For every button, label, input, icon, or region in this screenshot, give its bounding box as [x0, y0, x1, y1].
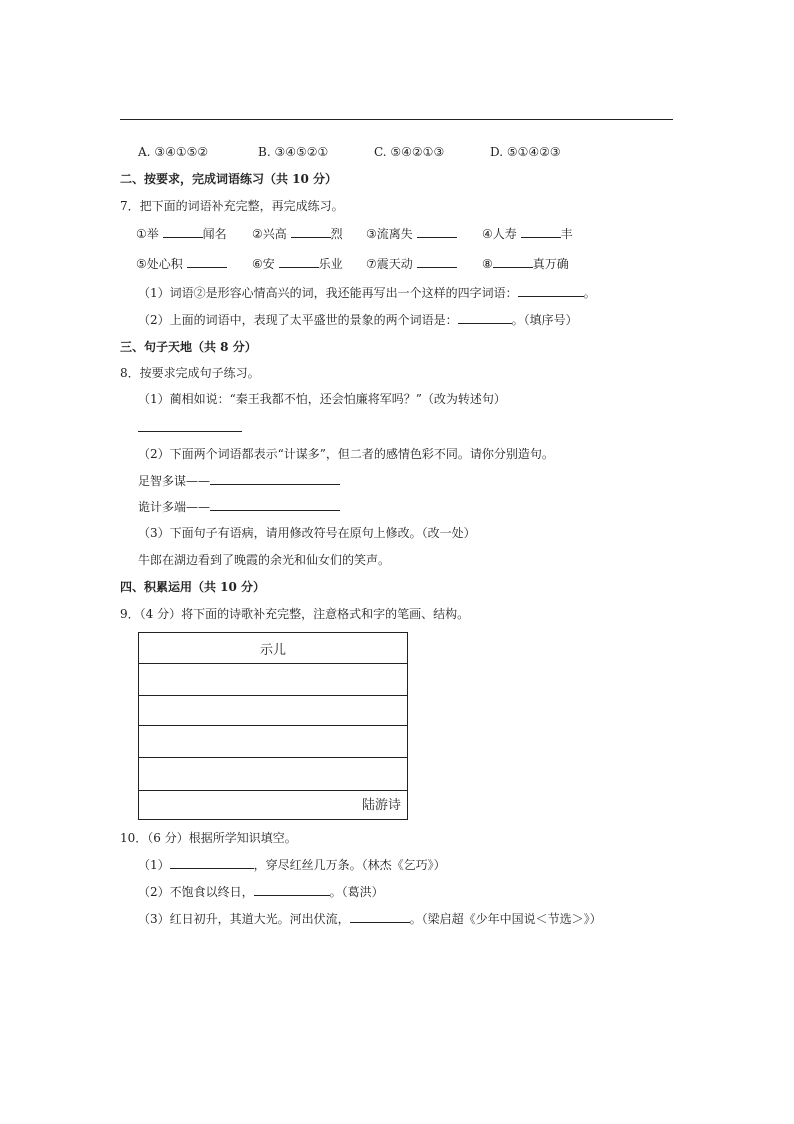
poem-line-4[interactable] [139, 757, 407, 758]
word-item: ①举 闻名 [136, 227, 227, 241]
answer-blank[interactable] [518, 285, 584, 297]
answer-blank[interactable] [210, 473, 340, 485]
answer-blank[interactable] [163, 226, 203, 238]
poem-grid [138, 632, 408, 820]
section-4-title: 四、积累运用（共 10 分） [120, 580, 266, 594]
poem-author: 陆游诗 [361, 798, 401, 813]
q10-stem: 10．（6 分）根据所学知识填空。 [120, 831, 297, 845]
word-item: ⑥安 乐业 [252, 257, 343, 271]
poem-line-3[interactable] [139, 725, 407, 726]
answer-blank[interactable] [417, 256, 457, 268]
q8-sub-3: （3）下面句子有语病，请用修改符号在原句上修改。（改一处） [138, 526, 476, 540]
answer-blank[interactable] [417, 226, 457, 238]
section-2-title: 二、按要求，完成词语练习（共 10 分） [120, 172, 338, 186]
answer-blank[interactable] [350, 911, 410, 923]
answer-blank[interactable] [254, 884, 330, 896]
section-3-title: 三、句子天地（共 8 分） [120, 340, 257, 354]
q7-sub-2: （2）上面的词语中，表现了太平盛世的景象的两个词语是： 。（填序号） [138, 313, 578, 327]
q8-word-2: 诡计多端—— [138, 499, 340, 515]
header-rule [120, 119, 673, 120]
answer-blank[interactable] [291, 226, 331, 238]
option-b[interactable]: B. ③④⑤②① [258, 145, 329, 159]
word-item: ④人寿 丰 [482, 227, 573, 241]
q8-sub-1: （1）蔺相如说：“秦王我都不怕，还会怕廉将军吗？”（改为转述句） [138, 392, 506, 406]
q10-sub-2: （2）不饱食以终日， 。（葛洪） [138, 885, 384, 899]
q9-stem: 9．（4 分）将下面的诗歌补充完整，注意格式和字的笔画、结构。 [120, 607, 470, 621]
q10-sub-1: （1） ，穿尽红丝几万条。（林杰《乞巧》） [138, 858, 446, 872]
option-d[interactable]: D. ⑤①④②③ [490, 145, 561, 159]
q8-word-1: 足智多谋—— [138, 473, 340, 489]
answer-blank[interactable] [187, 256, 227, 268]
q8-stem: 8．按要求完成句子练习。 [120, 366, 260, 380]
word-item: ②兴高 烈 [252, 227, 343, 241]
answer-blank[interactable] [210, 499, 340, 511]
poem-line-2[interactable] [139, 695, 407, 696]
answer-blank[interactable] [458, 312, 512, 324]
poem-title: 示儿 [259, 643, 286, 658]
word-item: ⑧ 真万确 [482, 257, 569, 271]
q8-answer-line[interactable] [138, 420, 242, 436]
q7-row-2 [136, 256, 569, 272]
answer-blank[interactable] [521, 226, 561, 238]
poem-author-row [139, 790, 407, 791]
q8-sentence: 牛郎在湖边看到了晚霞的余光和仙女们的笑声。 [138, 553, 391, 567]
answer-blank[interactable] [493, 256, 533, 268]
poem-line-1[interactable] [139, 663, 407, 664]
q10-sub-3: （3）红日初升，其道大光。河出伏流， 。（梁启超《少年中国说＜节选＞》） [138, 912, 602, 926]
answer-blank[interactable] [170, 857, 254, 869]
q8-sub-2: （2）下面两个词语都表示“计谋多”，但二者的感情色彩不同。请你分别造句。 [138, 447, 554, 461]
word-item: ③流离失 [366, 226, 482, 242]
option-a[interactable]: A. ③④①⑤② [138, 145, 209, 159]
q7-stem: 7．把下面的词语补充完整，再完成练习。 [120, 199, 344, 213]
word-item: ⑤处心积 [136, 256, 252, 272]
q6-options [138, 144, 561, 160]
option-c[interactable]: C. ⑤④②①③ [374, 145, 445, 159]
q7-sub-1: （1）词语②是形容心情高兴的词，我还能再写出一个这样的四字词语： 。 [138, 286, 596, 300]
answer-blank[interactable] [279, 256, 319, 268]
word-item: ⑦震天动 [366, 256, 482, 272]
q7-row-1 [136, 226, 573, 242]
